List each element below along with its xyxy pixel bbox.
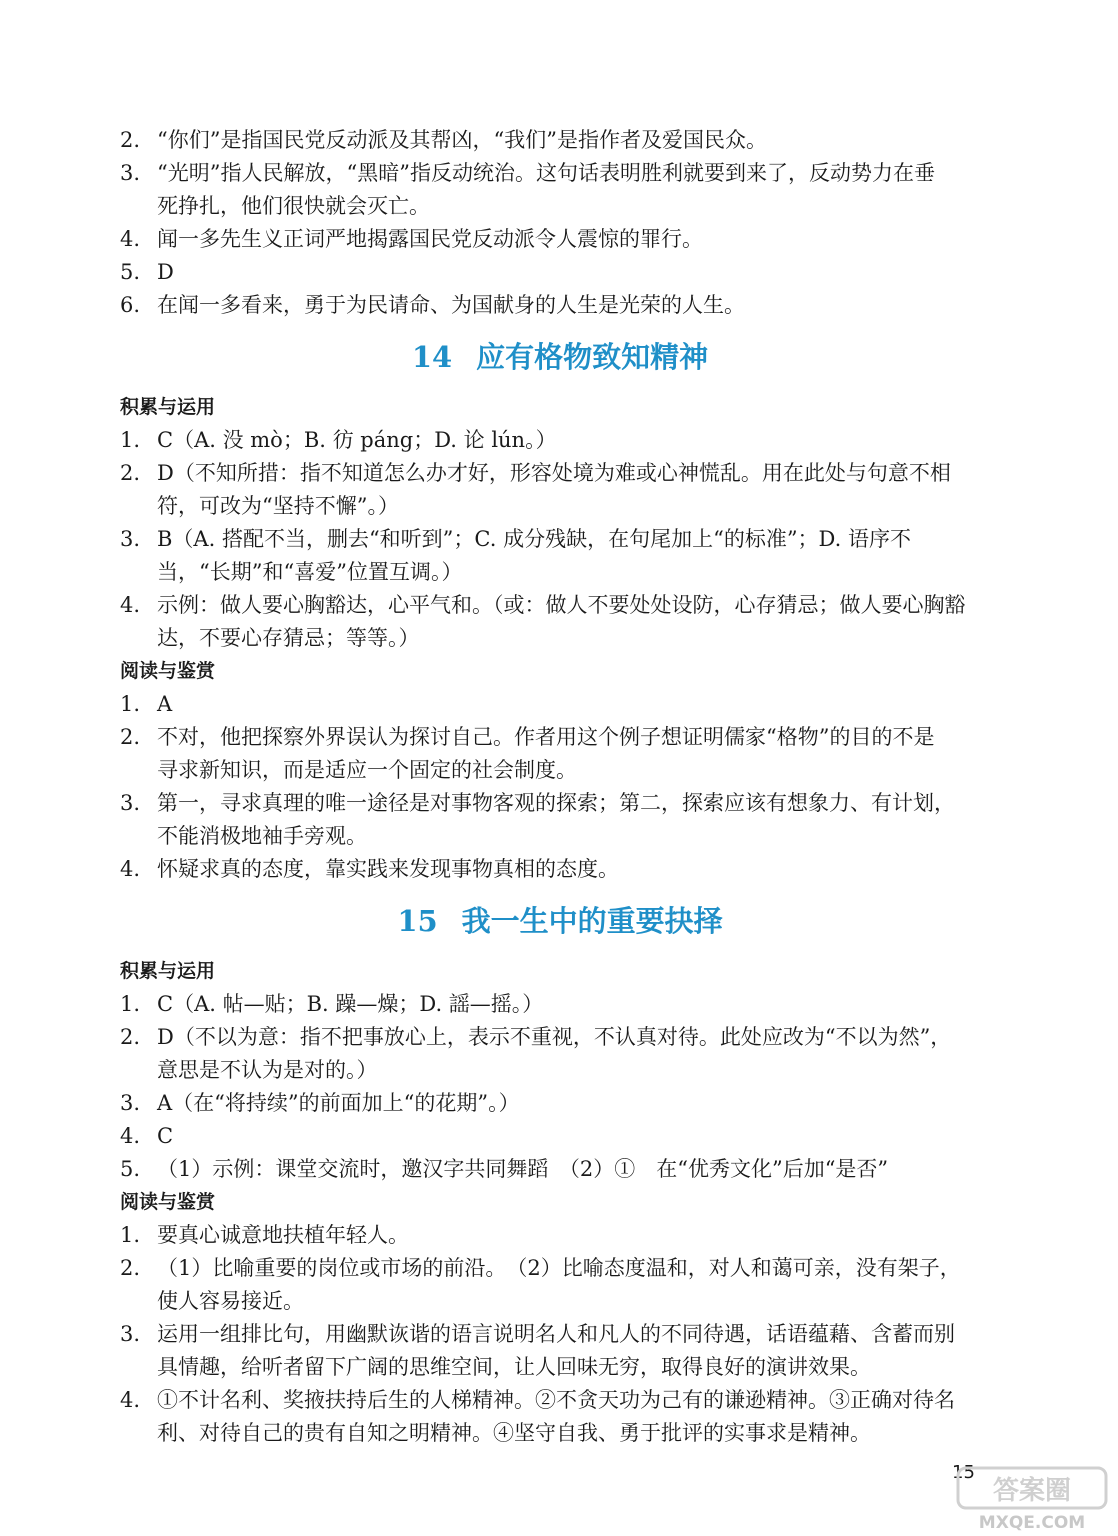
answer-item — [120, 1021, 1000, 1087]
item-text-line: B（A. 搭配不当，删去“和听到”；C. 成分残缺，在句尾加上“的标准”；D. 语序不 — [157, 527, 911, 551]
answer-item — [120, 1087, 1000, 1120]
item-text-line: C（A. 没 mò；B. 彷 páng；D. 论 lún。） — [157, 428, 557, 452]
item-text-line: 达，不要心存猜忌；等等。） — [157, 626, 420, 650]
item-number: 4. — [120, 227, 141, 251]
answer-item — [120, 721, 1000, 787]
item-number: 6. — [120, 293, 141, 317]
item-text-line: 当，“长期”和“喜爱”位置互调。） — [157, 560, 463, 584]
item-text-line: 怀疑求真的态度，靠实践来发现事物真相的态度。 — [157, 857, 619, 881]
item-text-line: C（A. 帖—贴；B. 躁—燥；D. 謡—摇。） — [157, 992, 544, 1016]
section-heading: 积累与运用 — [120, 396, 216, 418]
item-number: 1. — [120, 428, 141, 452]
item-number: 5. — [120, 260, 141, 284]
item-number: 1. — [120, 1223, 141, 1247]
item-number: 2. — [120, 1025, 141, 1049]
chapter-title: 应有格物致知精神 — [476, 340, 709, 374]
item-text-line: （1）比喻重要的岗位或市场的前沿。 （2）比喻态度温和，对人和蔼可亲，没有架子， — [157, 1256, 961, 1280]
item-text-line: 要真心诚意地扶植年轻人。 — [157, 1223, 409, 1247]
answer-item — [120, 124, 1000, 157]
item-text-line: 具情趣，给听者留下广阔的思维空间，让人回味无穷，取得良好的演讲效果。 — [157, 1355, 871, 1379]
item-text-line: 不对，他把探察外界误认为探讨自己。作者用这个例子想证明儒家“格物”的目的不是 — [157, 725, 935, 749]
item-text-line: （1）示例：课堂交流时，邀汉字共同舞蹈 （2）① 在“优秀文化”后加“是否” — [157, 1157, 889, 1181]
answer-item — [120, 424, 1000, 457]
item-text-line: 在闻一多看来，勇于为民请命、为国献身的人生是光荣的人生。 — [157, 293, 745, 317]
item-text-line: 意思是不认为是对的。） — [157, 1058, 378, 1082]
watermark-logo — [952, 1466, 1112, 1532]
answer-content — [120, 124, 1000, 1450]
answer-item — [120, 688, 1000, 721]
item-text-line: A — [157, 692, 173, 716]
item-text-line: 符，可改为“坚持不懈”。） — [157, 494, 399, 518]
item-text-line: D（不知所措：指不知道怎么办才好，形容处境为难或心神慌乱。用在此处与句意不相 — [157, 461, 951, 485]
answer-item — [120, 457, 1000, 523]
chapter-heading — [120, 323, 1000, 391]
item-number: 3. — [120, 1322, 141, 1346]
chapter-heading — [120, 887, 1000, 955]
section-heading: 积累与运用 — [120, 960, 216, 982]
item-number: 3. — [120, 527, 141, 551]
item-text-line: 寻求新知识，而是适应一个固定的社会制度。 — [157, 758, 577, 782]
item-text-line: D（不以为意：指不把事放心上，表示不重视，不认真对待。此处应改为“不以为然”， — [157, 1025, 952, 1049]
section-heading: 阅读与鉴赏 — [120, 660, 216, 682]
answer-item — [120, 787, 1000, 853]
section-heading: 阅读与鉴赏 — [120, 1191, 216, 1213]
answer-item — [120, 1384, 1000, 1450]
item-text-line: 运用一组排比句，用幽默诙谐的语言说明名人和凡人的不同待遇，话语蕴藉、含蓄而别 — [157, 1322, 955, 1346]
item-text-line: 使人容易接近。 — [157, 1289, 304, 1313]
answer-item — [120, 1219, 1000, 1252]
item-text-line: A（在“将持续”的前面加上“的花期”。） — [157, 1091, 520, 1115]
chapter-number: 15 — [397, 904, 438, 938]
answer-item — [120, 256, 1000, 289]
item-text-line: 第一，寻求真理的唯一途径是对事物客观的探索；第二，探索应该有想象力、有计划， — [157, 791, 955, 815]
answer-item — [120, 523, 1000, 589]
item-number: 4. — [120, 857, 141, 881]
item-number: 4. — [120, 1124, 141, 1148]
item-number: 3. — [120, 1091, 141, 1115]
page-number: 15 — [952, 1462, 975, 1483]
chapter-title: 我一生中的重要抉择 — [461, 904, 723, 938]
item-text-line: 示例：做人要心胸豁达，心平气和。（或：做人不要处处设防，心存猜忌；做人要心胸豁 — [157, 593, 966, 617]
item-text-line: 不能消极地袖手旁观。 — [157, 824, 367, 848]
watermark-logo-text: 答案圈 — [992, 1476, 1072, 1506]
item-text-line: “光明”指人民解放，“黑暗”指反动统治。这句话表明胜利就要到来了，反动势力在垂 — [157, 161, 935, 185]
item-number: 4. — [120, 593, 141, 617]
item-text-line: 闻一多先生义正词严地揭露国民党反动派令人震惊的罪行。 — [157, 227, 703, 251]
item-number: 5. — [120, 1157, 141, 1181]
answer-item — [120, 157, 1000, 223]
item-text-line: C — [157, 1124, 174, 1148]
item-number: 2. — [120, 461, 141, 485]
item-number: 4. — [120, 1388, 141, 1412]
answer-item — [120, 223, 1000, 256]
chapter-number: 14 — [411, 340, 453, 374]
item-text-line: 死挣扎，他们很快就会灭亡。 — [157, 194, 430, 218]
answer-item — [120, 589, 1000, 655]
item-text-line: ①不计名利、奖掖扶持后生的人梯精神。②不贪天功为己有的谦逊精神。③正确对待名 — [157, 1388, 955, 1412]
item-text-line: “你们”是指国民党反动派及其帮凶，“我们”是指作者及爱国民众。 — [157, 128, 767, 152]
answer-item — [120, 988, 1000, 1021]
watermark-url: MXQE.COM — [978, 1513, 1086, 1532]
item-number: 3. — [120, 161, 141, 185]
item-number: 2. — [120, 128, 141, 152]
item-number: 1. — [120, 992, 141, 1016]
answer-item — [120, 853, 1000, 886]
answer-item — [120, 1252, 1000, 1318]
answer-item — [120, 1318, 1000, 1384]
item-number: 3. — [120, 791, 141, 815]
item-text-line: D — [157, 260, 174, 284]
item-number: 2. — [120, 725, 141, 749]
answer-item — [120, 1153, 1000, 1186]
item-number: 1. — [120, 692, 141, 716]
answer-item — [120, 289, 1000, 322]
answer-item — [120, 1120, 1000, 1153]
item-text-line: 利、对待自己的贵有自知之明精神。④坚守自我、勇于批评的实事求是精神。 — [157, 1421, 871, 1445]
item-number: 2. — [120, 1256, 141, 1280]
